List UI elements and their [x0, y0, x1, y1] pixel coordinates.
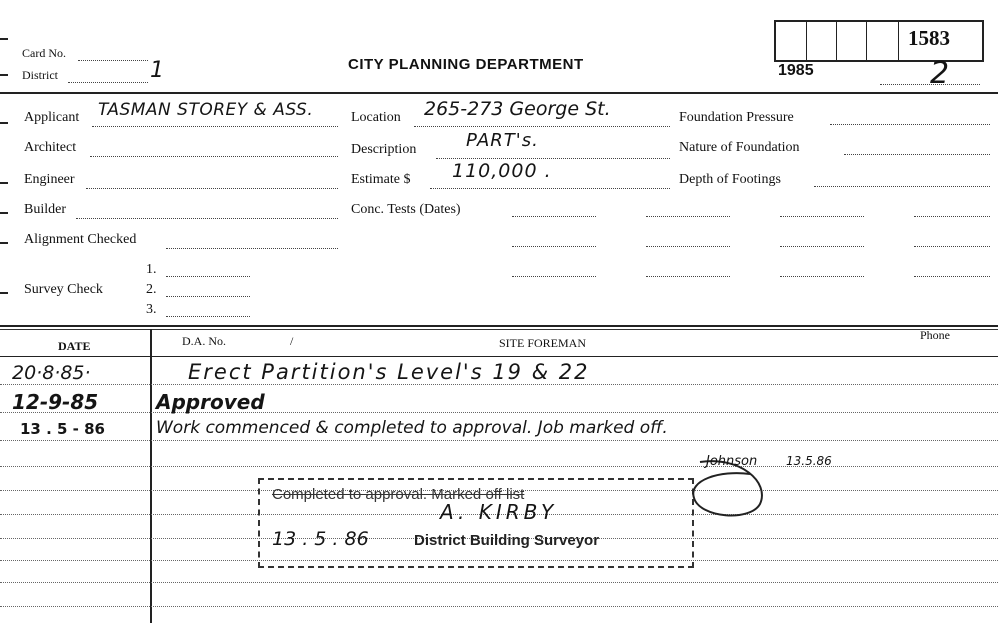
entry-2-text: Approved [156, 390, 265, 414]
year-mark: 2 [930, 56, 950, 91]
survey-item-1: 1. [146, 262, 157, 277]
nature-foundation-line [844, 154, 990, 155]
date-header: DATE [58, 339, 91, 353]
alignment-line [166, 248, 338, 249]
margin-tick [0, 122, 8, 124]
stamp-date: 13 . 5 . 86 [272, 528, 369, 550]
conc-tests-label: Conc. Tests (Dates) [351, 202, 461, 217]
conc-line [512, 276, 596, 277]
applicant-label: Applicant [24, 110, 80, 125]
district-line [68, 82, 148, 83]
entry-3-text: Work commenced & completed to approval. Job marked off. [156, 418, 668, 438]
entry-1-date: 20·8·85· [12, 362, 91, 384]
conc-line [780, 276, 864, 277]
entry-1-text: Erect Partition's Level's 19 & 22 [188, 360, 590, 384]
survey-line-3 [166, 316, 250, 317]
site-foreman-header: SITE FOREMAN [499, 336, 587, 350]
margin-tick [0, 182, 8, 184]
estimate-value: 110,000 . [452, 160, 552, 182]
card-number-boxes [774, 20, 984, 62]
margin-tick [0, 74, 8, 76]
initials-mark: 13.5.86 [786, 454, 832, 468]
foundation-pressure-line [830, 124, 990, 125]
card-no-line [78, 60, 148, 61]
log-row-line [0, 466, 998, 467]
conc-line [512, 216, 596, 217]
phone-header: Phone [920, 328, 950, 342]
stamp-signature: A. KIRBY [440, 500, 558, 524]
card-number: 1583 [908, 26, 950, 50]
description-line [436, 158, 670, 159]
district-value: 1 [150, 58, 164, 83]
foundation-pressure-label: Foundation Pressure [679, 110, 794, 125]
estimate-label: Estimate $ [351, 172, 411, 187]
conc-line [780, 246, 864, 247]
estimate-line [430, 188, 670, 189]
margin-tick [0, 242, 8, 244]
conc-line [646, 216, 730, 217]
conc-line [914, 276, 990, 277]
entry-3-date: 13 . 5 - 86 [20, 420, 105, 438]
depth-footings-line [814, 186, 990, 187]
date-column-divider [150, 329, 152, 623]
architect-line [90, 156, 338, 157]
margin-tick [0, 212, 8, 214]
architect-label: Architect [24, 140, 77, 155]
engineer-label: Engineer [24, 172, 75, 187]
conc-line [780, 216, 864, 217]
log-row-line [0, 384, 998, 385]
nature-foundation-label: Nature of Foundation [679, 140, 800, 155]
log-row-line [0, 582, 998, 583]
description-value: PART's. [466, 130, 539, 151]
depth-footings-label: Depth of Footings [679, 172, 781, 187]
location-line [414, 126, 670, 127]
stamp-line1: Completed to approval. Marked off list [272, 486, 525, 503]
survey-item-2: 2. [146, 282, 157, 297]
survey-line-1 [166, 276, 250, 277]
applicant-value: TASMAN STOREY & ASS. [98, 100, 314, 120]
margin-tick [0, 38, 8, 40]
location-label: Location [351, 110, 401, 125]
da-no-slash: / [290, 334, 294, 348]
location-value: 265-273 George St. [424, 98, 611, 120]
log-row-line [0, 606, 998, 607]
description-label: Description [351, 142, 417, 157]
survey-line-2 [166, 296, 250, 297]
builder-line [76, 218, 338, 219]
conc-line [914, 246, 990, 247]
survey-item-3: 3. [146, 302, 157, 317]
conc-line [914, 216, 990, 217]
conc-line [512, 246, 596, 247]
stamp-role: District Building Surveyor [414, 532, 600, 549]
conc-line [646, 276, 730, 277]
district-label: District [22, 68, 58, 82]
log-header-line [0, 356, 998, 357]
department-title: CITY PLANNING DEPARTMENT [348, 56, 584, 73]
builder-label: Builder [24, 202, 66, 217]
margin-tick [0, 292, 8, 294]
conc-line [646, 246, 730, 247]
entry-2-date: 12-9-85 [12, 390, 99, 414]
year: 1985 [778, 62, 814, 79]
da-no-header: D.A. No. [182, 334, 226, 348]
log-row-line [0, 440, 998, 441]
engineer-line [86, 188, 338, 189]
header-divider [0, 92, 998, 94]
log-row-line [0, 412, 998, 413]
alignment-label: Alignment Checked [24, 232, 137, 247]
survey-label: Survey Check [24, 282, 103, 297]
applicant-line [92, 126, 338, 127]
log-divider-top [0, 325, 998, 327]
card-no-label: Card No. [22, 46, 66, 60]
initials-name: Johnson [706, 454, 758, 469]
